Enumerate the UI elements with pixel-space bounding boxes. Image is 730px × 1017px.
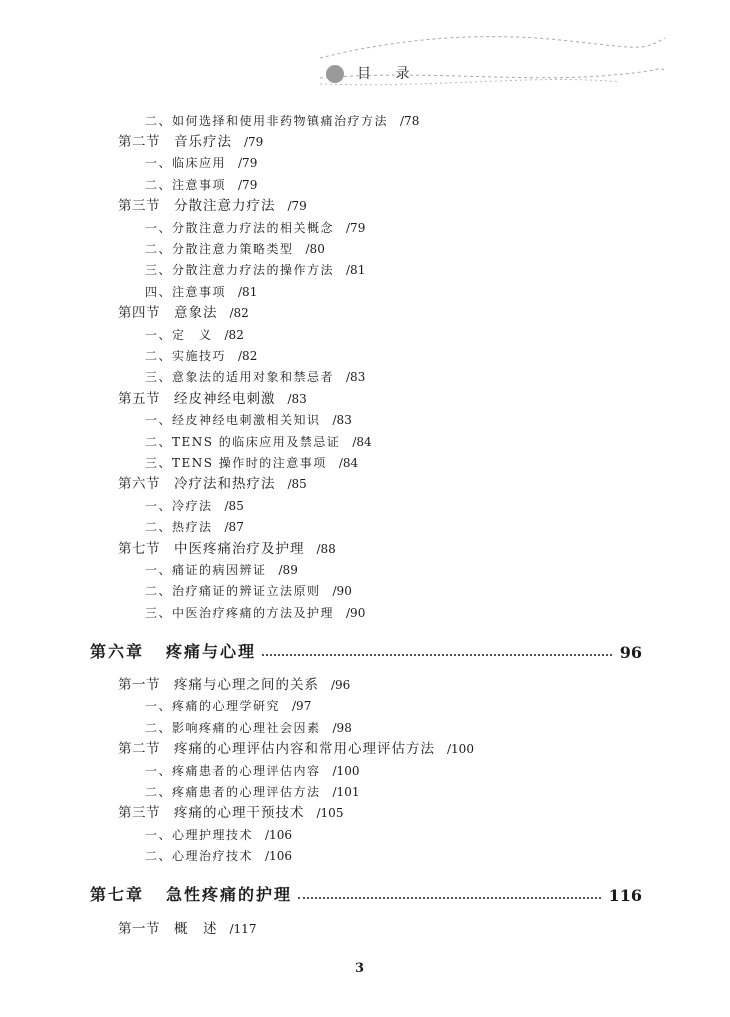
item-title: 一、冷疗法 [145, 499, 213, 513]
item-page: /83 [332, 413, 352, 427]
item-title: 一、疼痛的心理学研究 [145, 699, 281, 713]
toc-item[interactable] [145, 845, 292, 867]
section-label: 第二节 [118, 134, 160, 150]
section-page: /88 [316, 542, 336, 556]
toc-item[interactable] [145, 110, 419, 132]
item-page: /97 [292, 699, 312, 713]
section-label: 第三节 [118, 805, 160, 821]
item-title: 一、定 义 [145, 328, 213, 342]
page-number: 3 [355, 961, 365, 976]
item-page: /78 [400, 114, 420, 128]
section-label: 第一节 [118, 921, 160, 937]
toc-item[interactable] [145, 717, 352, 739]
item-title: 二、分散注意力策略类型 [145, 242, 294, 256]
section-label: 第一节 [118, 677, 160, 693]
section-label: 第五节 [118, 391, 160, 407]
section-label: 第七节 [118, 541, 160, 557]
item-title: 四、注意事项 [145, 285, 227, 299]
item-title: 一、心理护理技术 [145, 828, 254, 842]
item-page: /82 [238, 349, 258, 363]
item-title: 二、影响疼痛的心理社会因素 [145, 721, 321, 735]
toc-item[interactable] [145, 259, 365, 281]
item-page: /84 [338, 456, 359, 470]
toc-section[interactable] [118, 918, 256, 940]
toc-item[interactable] [145, 217, 365, 239]
item-page: /106 [265, 849, 292, 863]
section-page: /96 [331, 678, 351, 692]
toc-item[interactable] [145, 495, 244, 517]
section-title: 音乐疗法 [174, 134, 232, 150]
toc-item[interactable] [145, 324, 244, 346]
toc-item[interactable] [145, 695, 311, 717]
toc-item[interactable] [145, 602, 365, 624]
toc-section[interactable] [118, 802, 343, 824]
item-page: /90 [332, 584, 352, 598]
item-title: 一、分散注意力疗法的相关概念 [145, 221, 335, 235]
item-title: 一、经皮神经电刺激相关知识 [145, 413, 321, 427]
toc-item[interactable] [145, 760, 359, 782]
toc-item[interactable] [145, 580, 352, 602]
item-title: 三、TENS 操作时的注意事项 [145, 456, 327, 470]
section-label: 第三节 [118, 198, 160, 214]
toc-section[interactable] [118, 131, 263, 153]
toc-item[interactable] [145, 345, 257, 367]
toc-item[interactable] [145, 238, 325, 260]
section-title: 疼痛的心理干预技术 [174, 805, 305, 821]
toc-item[interactable] [145, 824, 292, 846]
toc-section[interactable] [118, 302, 249, 324]
toc-section[interactable] [118, 538, 336, 560]
item-page: /85 [224, 499, 244, 513]
section-title: 冷疗法和热疗法 [174, 476, 276, 492]
item-page: /79 [238, 178, 258, 192]
toc-section[interactable] [118, 473, 307, 495]
section-title: 中医疼痛治疗及护理 [174, 541, 305, 557]
section-title: 概 述 [174, 921, 218, 937]
section-title: 分散注意力疗法 [174, 198, 276, 214]
item-page: /79 [238, 156, 258, 170]
item-page: /83 [346, 370, 366, 384]
item-title: 二、注意事项 [145, 178, 227, 192]
item-page: /87 [224, 520, 244, 534]
item-title: 二、TENS 的临床应用及禁忌证 [145, 435, 341, 449]
toc-item[interactable] [145, 431, 372, 453]
item-title: 二、热疗法 [145, 520, 213, 534]
item-title: 二、治疗痛证的辨证立法原则 [145, 584, 321, 598]
item-page: /98 [332, 721, 352, 735]
item-page: /89 [278, 563, 298, 577]
item-title: 三、意象法的适用对象和禁忌者 [145, 370, 335, 384]
toc-item[interactable] [145, 409, 352, 431]
toc-item[interactable] [145, 516, 244, 538]
item-page: /100 [332, 764, 360, 778]
chapter-heading[interactable] [90, 634, 642, 662]
item-title: 一、临床应用 [145, 156, 227, 170]
toc-item[interactable] [145, 281, 257, 303]
section-page: /82 [229, 306, 249, 320]
section-label: 第六节 [118, 476, 160, 492]
toc-section[interactable] [118, 738, 474, 760]
dot-leader [262, 654, 612, 656]
header-title: 目 录 [357, 66, 420, 82]
item-title: 三、分散注意力疗法的操作方法 [145, 263, 335, 277]
toc-item[interactable] [145, 781, 359, 803]
dot-leader [298, 897, 601, 899]
item-title: 三、中医治疗疼痛的方法及护理 [145, 606, 335, 620]
section-title: 疼痛的心理评估内容和常用心理评估方法 [174, 741, 435, 757]
item-title: 一、痛证的病因辨证 [145, 563, 267, 577]
item-page: /81 [346, 263, 366, 277]
item-page: /82 [224, 328, 244, 342]
item-page: /101 [332, 785, 360, 799]
toc-section[interactable] [118, 674, 350, 696]
chapter-heading[interactable] [90, 877, 642, 905]
item-page: /84 [352, 435, 372, 449]
section-page: /79 [287, 199, 307, 213]
toc-item[interactable] [145, 174, 257, 196]
item-page: /81 [238, 285, 258, 299]
chapter-label: 第七章 [90, 885, 145, 904]
item-title: 一、疼痛患者的心理评估内容 [145, 764, 321, 778]
item-page: /80 [305, 242, 325, 256]
toc-section[interactable] [118, 388, 307, 410]
item-page: /79 [346, 221, 366, 235]
section-page: /105 [316, 806, 344, 820]
section-page: /83 [287, 392, 307, 406]
toc-item[interactable] [145, 366, 365, 388]
toc-item[interactable] [145, 152, 257, 174]
chapter-page: 116 [608, 886, 642, 905]
section-label: 第二节 [118, 741, 160, 757]
section-page: /100 [447, 742, 474, 756]
item-title: 二、实施技巧 [145, 349, 227, 363]
section-title: 意象法 [174, 305, 218, 321]
toc-item[interactable] [145, 559, 298, 581]
section-page: /117 [229, 922, 257, 936]
item-title: 二、心理治疗技术 [145, 849, 254, 863]
toc-section[interactable] [118, 195, 307, 217]
chapter-title: 疼痛与心理 [166, 642, 257, 661]
item-title: 二、如何选择和使用非药物镇痛治疗方法 [145, 114, 389, 128]
section-title: 经皮神经电刺激 [174, 391, 276, 407]
section-page: /79 [244, 135, 264, 149]
chapter-page: 96 [619, 643, 642, 662]
section-page: /85 [287, 477, 307, 491]
section-title: 疼痛与心理之间的关系 [174, 677, 319, 693]
item-page: /106 [265, 828, 292, 842]
chapter-title: 急性疼痛的护理 [166, 885, 293, 904]
item-title: 二、疼痛患者的心理评估方法 [145, 785, 321, 799]
toc-item[interactable] [145, 452, 358, 474]
chapter-label: 第六章 [90, 642, 145, 661]
section-label: 第四节 [118, 305, 160, 321]
item-page: /90 [346, 606, 366, 620]
